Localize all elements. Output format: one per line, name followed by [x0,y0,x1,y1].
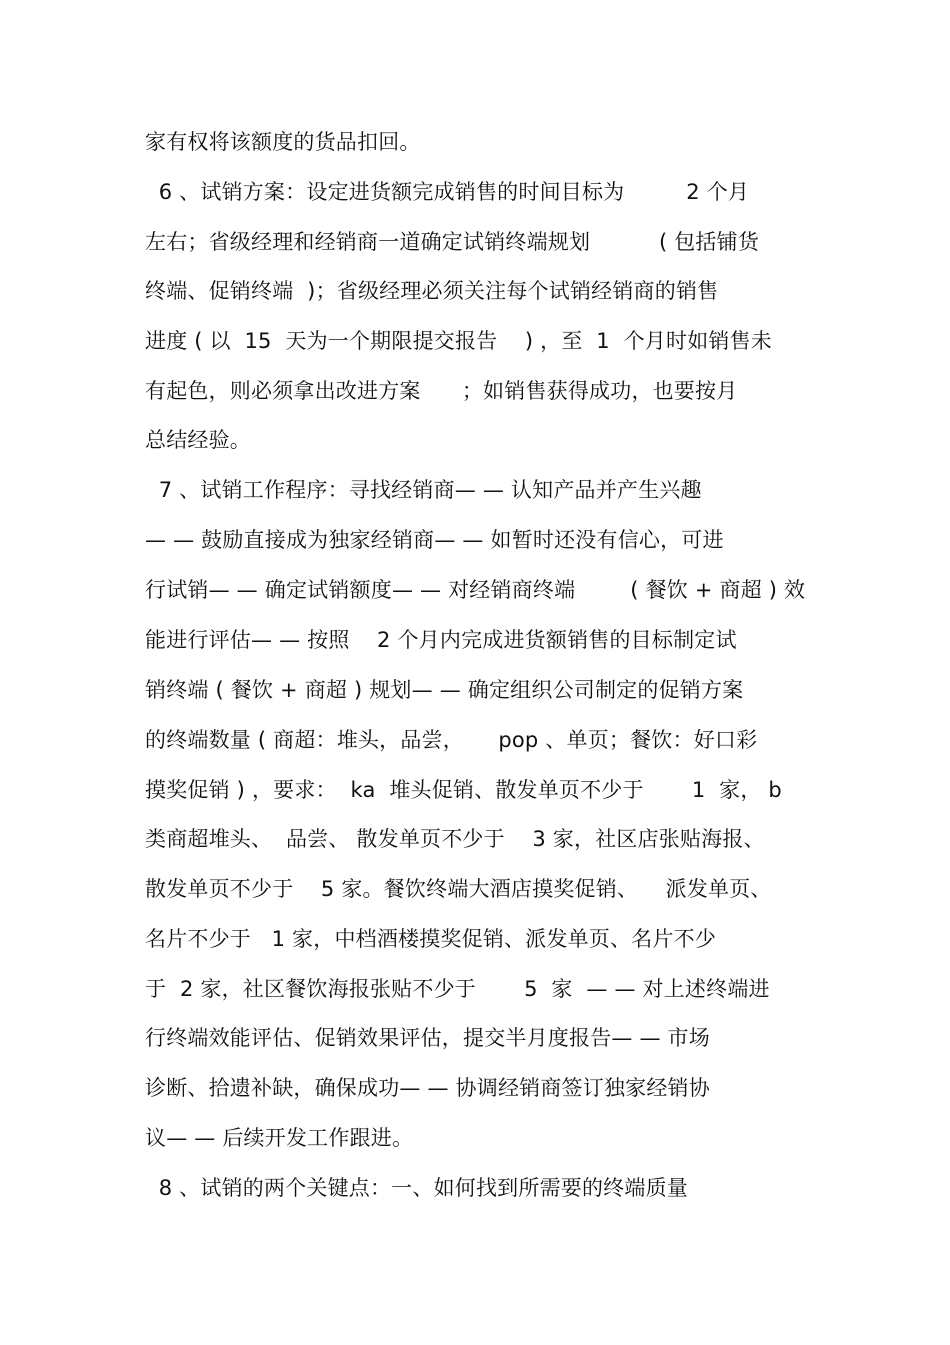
text-line: 议— — 后续开发工作跟进。 [145,1126,414,1150]
text-line: 家有权将该额度的货品扣回。 [145,130,421,154]
text-line: 有起色，则必须拿出改进方案 ；如销售获得成功，也要按月 [145,379,738,403]
text-line: 左右；省级经理和经销商一道确定试销终端规划 ( 包括铺货 [145,230,760,254]
text-line: 总结经验。 [145,428,251,452]
text-line: 类商超堆头、 品尝、 散发单页不少于 3 家，社区店张贴海报、 [145,827,765,851]
text-line: 名片不少于 1 家，中档酒楼摸奖促销、派发单页、名片不少 [145,927,717,951]
text-line: 8 、试销的两个关键点：一、如何找到所需要的终端质量 [145,1176,688,1200]
text-line: 诊断、拾遗补缺，确保成功— — 协调经销商签订独家经销协 [145,1076,710,1100]
text-line: 散发单页不少于 5 家。餐饮终端大酒店摸奖促销、 派发单页、 [145,877,772,901]
text-line: 行试销— — 确定试销额度— — 对经销商终端 ( 餐饮 + 商超 ) 效 [145,578,806,602]
text-line: 7 、试销工作程序：寻找经销商— — 认知产品并产生兴趣 [145,478,702,502]
text-line: 进度 ( 以 15 天为一个期限提交报告 ) ，至 1 个月时如销售未 [145,329,772,353]
text-line: 的终端数量 ( 商超：堆头，品尝， pop 、单页；餐饮：好口彩 [145,728,758,752]
text-line: — — 鼓励直接成为独家经销商— — 如暂时还没有信心，可进 [145,528,724,552]
text-line: 终端、促销终端 )；省级经理必须关注每个试销经销商的销售 [145,279,719,303]
text-line: 于 2 家，社区餐饮海报张贴不少于 5 家 — — 对上述终端进 [145,977,770,1001]
text-line: 能进行评估— — 按照 2 个月内完成进货额销售的目标制定试 [145,628,737,652]
text-line: 销终端 ( 餐饮 + 商超 ) 规划— — 确定组织公司制定的促销方案 [145,678,744,702]
text-line: 6 、试销方案：设定进货额完成销售的时间目标为 2 个月 [145,180,750,204]
text-line: 行终端效能评估、促销效果评估，提交半月度报告— — 市场 [145,1026,710,1050]
text-line: 摸奖促销 ) ，要求： ka 堆头促销、散发单页不少于 1 家， b [145,778,782,802]
